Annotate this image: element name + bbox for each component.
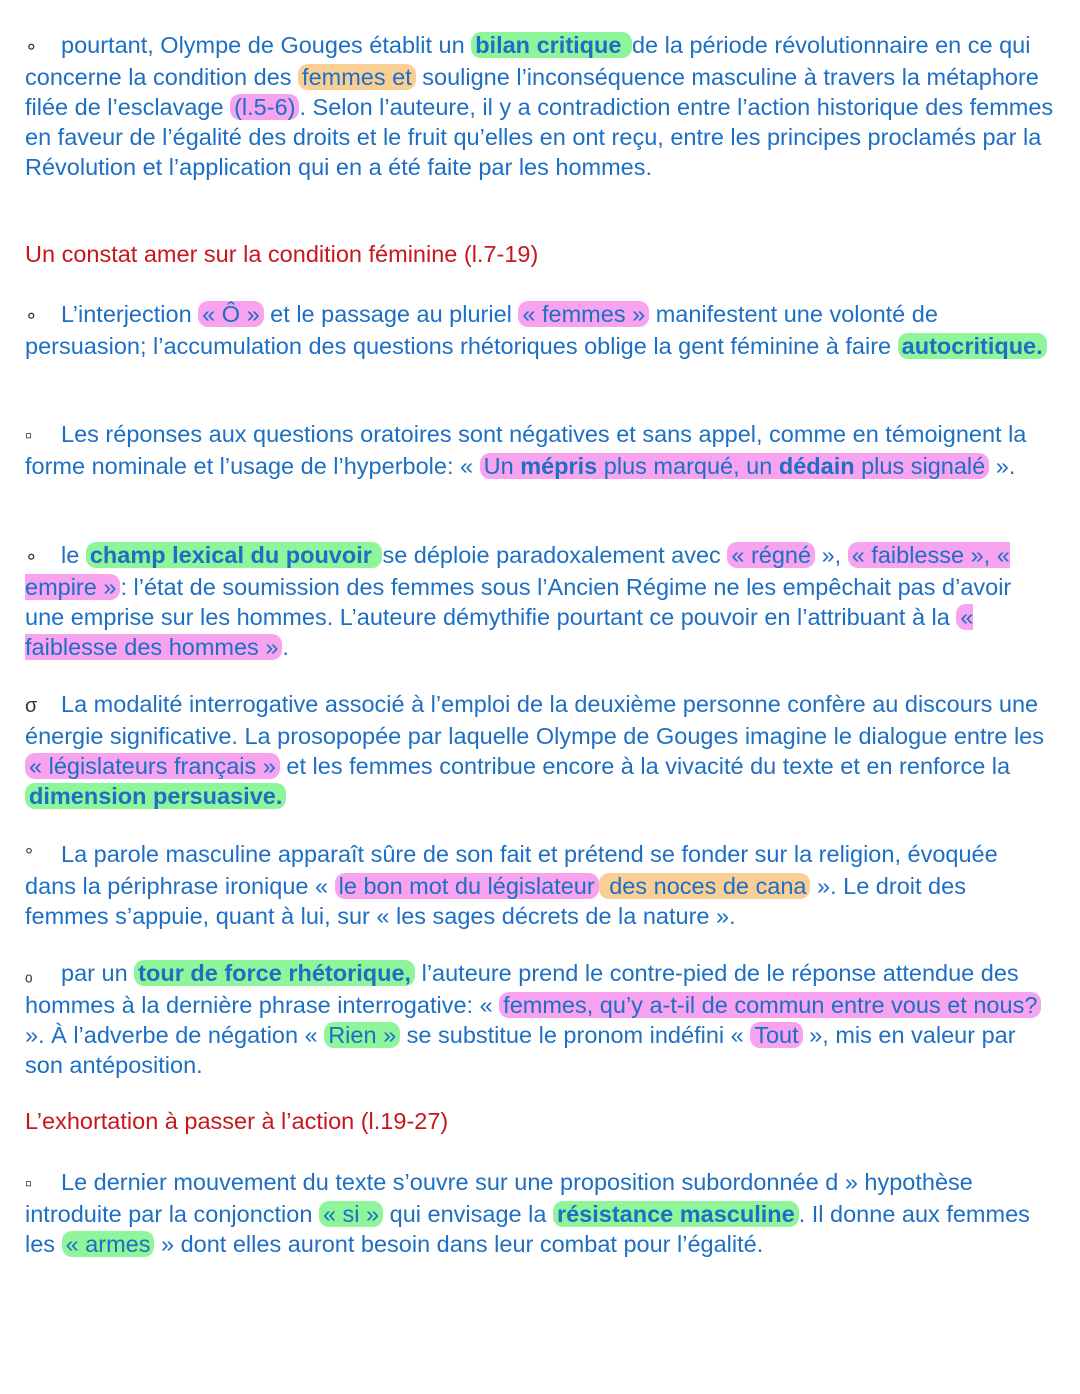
text: se substitue le pronom indéfini « [400, 1022, 751, 1048]
highlight-green: résistance masculine [553, 1201, 799, 1227]
text: . [282, 634, 289, 660]
text: ». Le droit des femmes s’appuie, quant à lui, sur « les sages décrets de la nature ». [25, 873, 966, 929]
text: et les femmes contribue encore à la vivacité du texte et en renforce la [279, 753, 1011, 779]
text: de la période révolutionnaire en ce qui concerne la condition des [25, 32, 1031, 90]
highlight-pink: femmes, qu’y a-t-il de commun entre vous et nous? [499, 992, 1041, 1018]
text: manifestent une volonté de persuasion; l’accumulation des questions rhétoriques oblige la gent féminine à faire [25, 301, 938, 359]
text: » dont elles auront besoin dans leur combat pour l’égalité. [154, 1231, 764, 1257]
paragraph-bilan-critique [25, 30, 1055, 182]
paragraph-interjection [25, 299, 1055, 361]
highlight-orange: des noces de cana [599, 873, 811, 899]
highlight-pink: Tout [750, 1022, 802, 1048]
bullet-icon: σ [25, 695, 38, 717]
highlight-orange: femmes et [298, 64, 416, 90]
text: : l’état de soumission des femmes sous l’Ancien Régime ne les empêchait pas d’avoir une emprise sur les hommes. L’auteure démythifie pourtant ce pouvoir en l’attribuant à la [25, 574, 1012, 630]
section-heading-constat: Un constat amer sur la condition féminine (l.7-19) [25, 241, 539, 267]
highlight-pink: « faiblesse des hommes » [25, 604, 974, 660]
bullet-icon: ▫ [25, 1173, 33, 1195]
highlight-pink: « régné [727, 542, 815, 568]
text: Le dernier mouvement du texte s’ouvre sur une proposition subordonnée d » hypothèse introduite par la conjonction [25, 1169, 973, 1227]
highlight-green: tour de force rhétorique, [134, 960, 415, 986]
text: plus signalé [854, 453, 986, 479]
paragraph-reponses [25, 419, 1055, 481]
text: Les réponses aux questions oratoires sont négatives et sans appel, comme en témoignent la forme nominale et l’usage de l’hyperbole: « [25, 421, 1027, 479]
highlight-green: bilan critique [471, 32, 632, 58]
highlight-green: autocritique. [898, 333, 1047, 359]
highlight-pink: (l.5-6) [230, 94, 299, 120]
bullet-icon: ∘ [25, 546, 38, 568]
paragraph-parole-masculine [25, 839, 1055, 931]
text: et le passage au pluriel [263, 301, 519, 327]
paragraph-modalite [25, 689, 1055, 811]
bullet-icon: ∘ [25, 305, 38, 327]
text: par un [61, 960, 135, 986]
text: », mis en valeur par son antéposition. [25, 1022, 1016, 1078]
text: ». [989, 453, 1016, 479]
bullet-icon: ₒ [25, 964, 33, 986]
highlight-pink: « faiblesse », « empire » [25, 542, 1010, 600]
highlight-pink [480, 453, 990, 479]
text: Un [483, 453, 521, 479]
bullet-icon: ∘ [25, 36, 38, 58]
text: . Selon l’auteure, il y a contradiction entre l’action historique des femmes en faveur de l’égalité des droits et le fruit qu’elles en ont reçu, entre les principes proclamés par la Révolution et l’application qui en a été faite par les hommes. [25, 94, 1054, 180]
highlight-pink: « femmes » [518, 301, 649, 327]
paragraph-champ-lexical [25, 540, 1055, 662]
text: L’interjection [61, 301, 199, 327]
text: », [815, 542, 848, 568]
highlight-green: « si » [319, 1201, 383, 1227]
bullet-icon: ° [25, 845, 33, 867]
text: se déploie paradoxalement avec [382, 542, 728, 568]
highlight-green: Rien » [324, 1022, 400, 1048]
text: . Il donne aux femmes les [25, 1201, 1030, 1257]
text: La parole masculine apparaît sûre de son fait et prétend se fonder sur la religion, évoquée dans la périphrase ironique « [25, 841, 998, 899]
text: le [61, 542, 86, 568]
text: La modalité interrogative associé à l’emploi de la deuxième personne confère au discours une énergie significative. La prosopopée par laquelle Olympe de Gouges imagine le dialogue entre les [25, 691, 1044, 749]
text: qui envisage la [383, 1201, 553, 1227]
highlight-green: dimension persuasive. [25, 783, 286, 809]
text: l’auteure prend le contre-pied de le réponse attendue des hommes à la dernière phrase interrogative: « [25, 960, 1019, 1018]
highlight-green: champ lexical du pouvoir [86, 542, 383, 568]
highlight-pink: « législateurs français » [25, 753, 280, 779]
text: mépris [520, 453, 598, 479]
text: souligne l’inconséquence masculine à travers la métaphore filée de l’esclavage [25, 64, 1039, 120]
highlight-pink: le bon mot du législateur [335, 873, 599, 899]
highlight-green: « armes [62, 1231, 155, 1257]
paragraph-tour-de-force [25, 958, 1055, 1080]
highlight-pink: « Ô » [198, 301, 263, 327]
text: pourtant, Olympe de Gouges établit un [61, 32, 472, 58]
text: dédain [778, 453, 855, 479]
paragraph-dernier-mouvement [25, 1167, 1055, 1259]
bullet-icon: ▫ [25, 425, 33, 447]
section-heading-exhortation: L’exhortation à passer à l’action (l.19-27) [25, 1108, 449, 1134]
text: ». À l’adverbe de négation « [25, 1022, 325, 1048]
text: plus marqué, un [597, 453, 779, 479]
